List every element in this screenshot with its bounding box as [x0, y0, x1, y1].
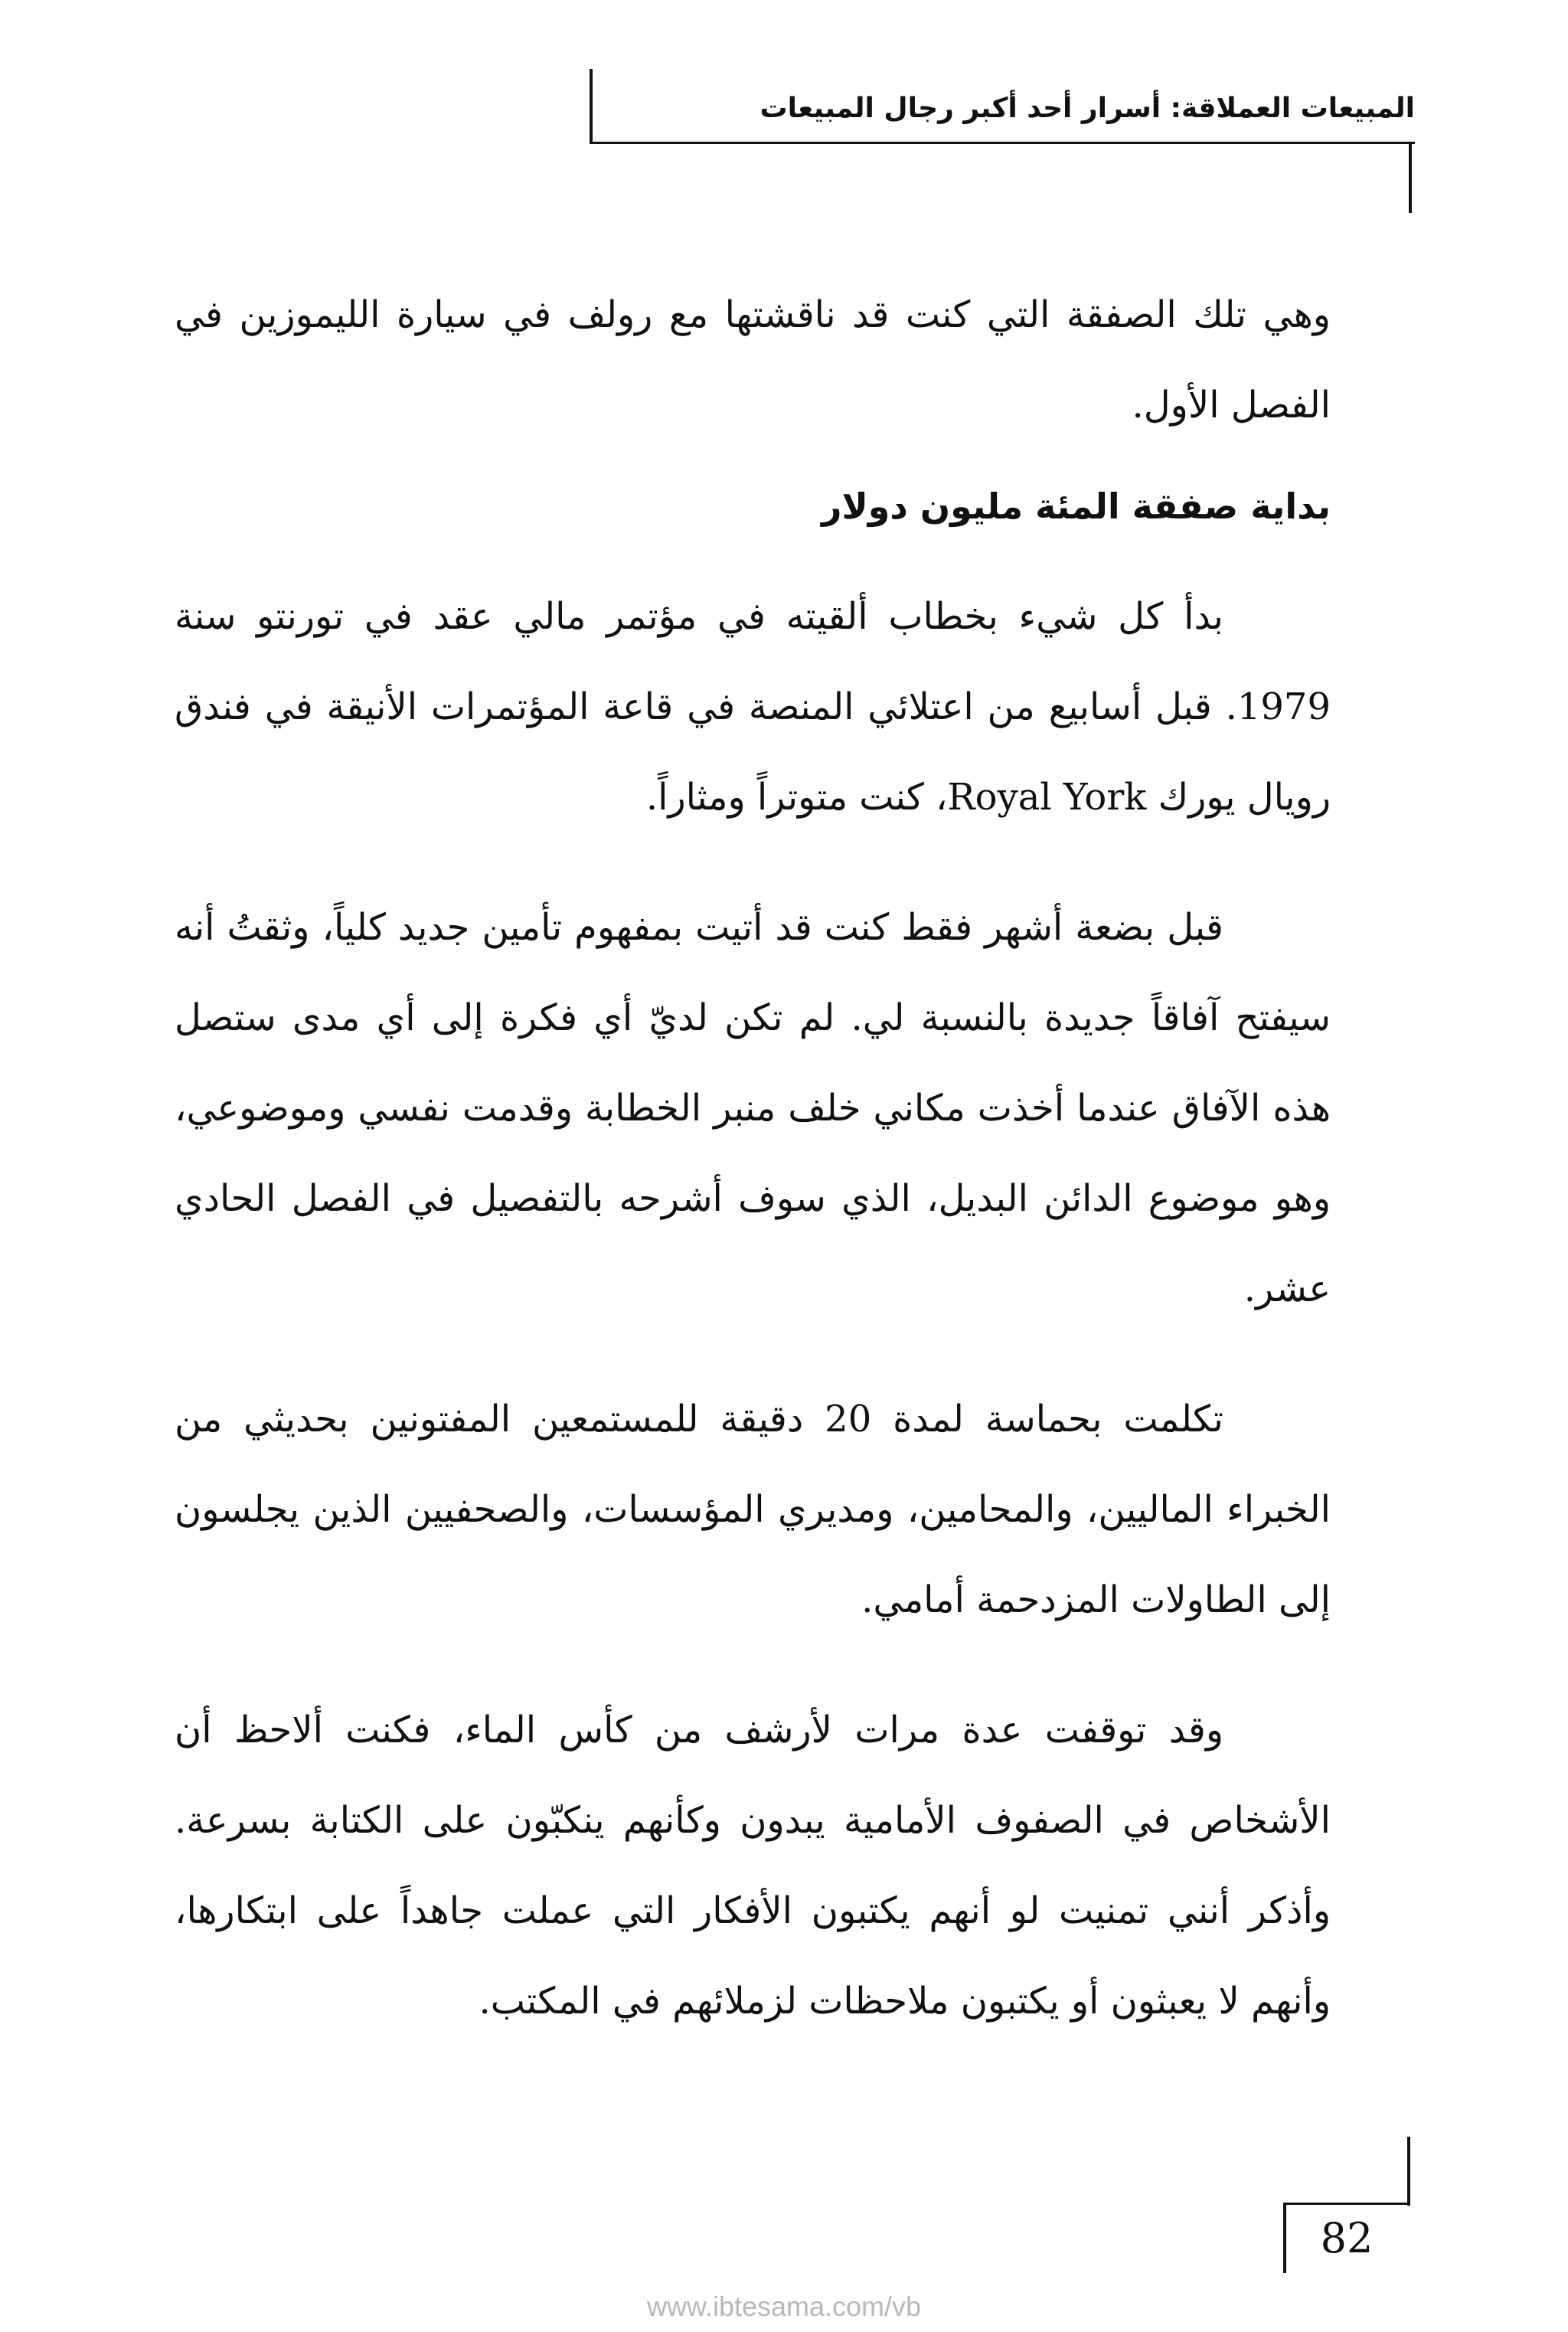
intro-paragraph: وهي تلك الصفقة التي كنت قد ناقشتها مع رولف في سيارة الليموزين في الفصل الأول. [175, 293, 1331, 427]
paragraph-gap [175, 842, 1331, 882]
footer-right-rule [1407, 2137, 1410, 2206]
paragraph-4: وقد توقفت عدة مرات لأرشف من كأس الماء، فكنت ألاحظ أن الأشخاص في الصفوف الأمامية يبدون وكأنهم ينكبّون على الكتابة بسرعة. وأذكر أنني تمنيت لو أنهم يكتبون الأفكار التي عملت جاهداً على ابتكارها، وأنهم لا يعبثون أو يكتبون ملاحظات لزملائهم في المكتب. [175, 1709, 1331, 2023]
section-heading: بداية صفقة المئة مليون دولار [821, 486, 1331, 527]
paragraph-2: قبل بضعة أشهر فقط كنت قد أتيت بمفهوم تأمين جديد كلياً، وثقتُ أنه سيفتح آفاقاً جديدة بالنسبة لي. لم تكن لديّ أي فكرة إلى أي مدى ستصل هذه الآفاق عندما أخذت مكاني خلف منبر الخطابة وقدمت نفسي وموضوعي، وهو موضوع الدائن البديل، الذي سوف أشرحه بالتفصيل في الفصل الحادي عشر. [175, 906, 1331, 1310]
body-text [175, 270, 1331, 2046]
header-right-rule [1409, 142, 1412, 213]
paragraph-1: بدأ كل شيء بخطاب ألقيته في مؤتمر مالي عقد في تورنتو سنة 1979. قبل أسابيع من اعتلائي المنصة في قاعة المؤتمرات الأنيقة في فندق رويال يورك Royal York، كنت متوتراً ومثاراً. [175, 595, 1331, 819]
paragraph-gap [175, 1645, 1331, 1685]
paragraph-gap [175, 1334, 1331, 1374]
running-header-title: المبيعات العملاقة: أسرار أحد أكبر رجال المبيعات [760, 93, 1415, 124]
paragraph-3: تكلمت بحماسة لمدة 20 دقيقة للمستمعين المفتونين بحديثي من الخبراء الماليين، والمحامين، ومديري المؤسسات، والصحفيين الذين يجلسون إلى الطاولات المزدحمة أمامي. [175, 1398, 1331, 1621]
watermark-url: www.ibtesama.com/vb [646, 2291, 922, 2322]
page-number: 82 [1320, 2214, 1374, 2262]
